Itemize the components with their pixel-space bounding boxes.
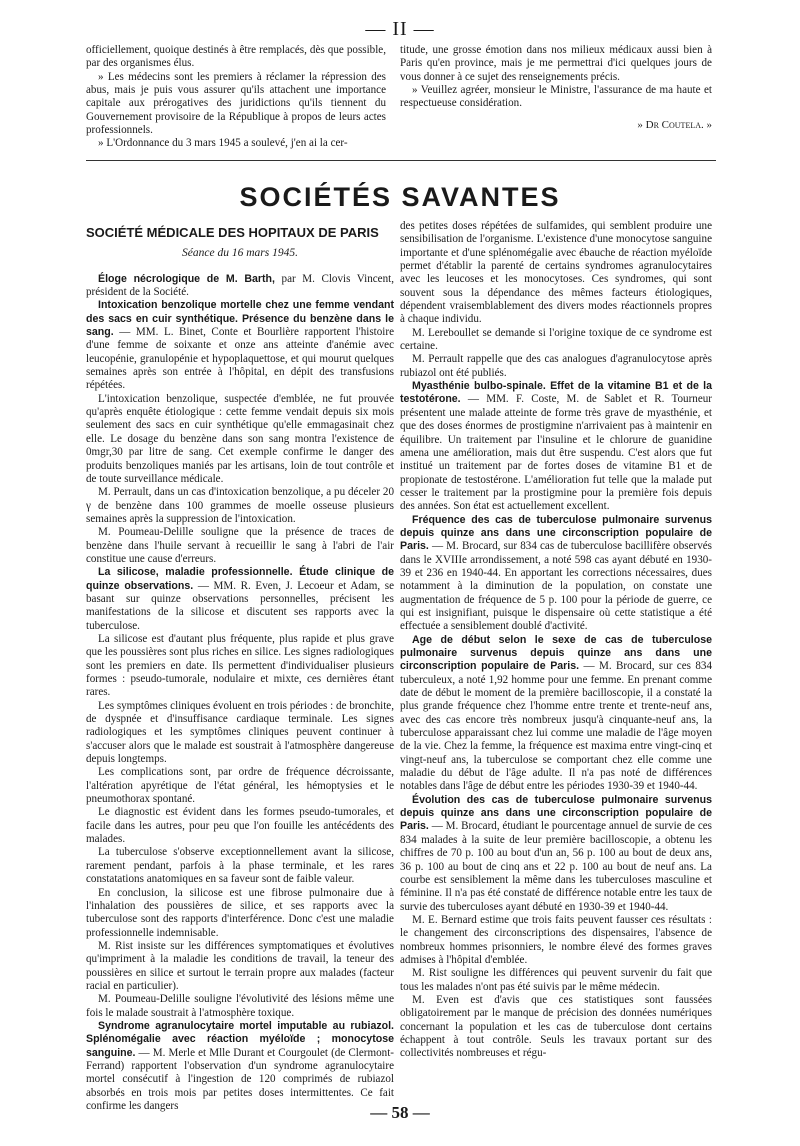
article-text: — MM. R. Even, J. Lecoeur et Adam, se basant sur quinze observations personnelles, précisent les manifestations de la silicose et discutent ses rapports avec la tuberculose.: [86, 579, 394, 632]
article-paragraph: [86, 700, 394, 767]
article-text: M. Poumeau-Delille souligne que la présence de traces de benzène dans l'huile servant à recueillir le sang à l'abri de l'air constitue une cause d'erreurs.: [86, 526, 394, 565]
left-column: [86, 226, 394, 1113]
paragraph: » Les médecins sont les premiers à réclamer la répression des abus, mais je puis vous assurer qu'ils attachent une importance capitale aux prérogatives des juridictions qu'ils tiennent du Gouvernement provisoire de la République à propos de leurs actes professionnels.: [86, 70, 386, 137]
article-text: des petites doses répétées de sulfamides, qui semblent produire une sensibilisation de l'organisme. L'existence d'une monocytose sanguine importante et d'une splénomégalie avec ébauche de réaction myéloïde permet d'établir la parenté de certains syndromes agranulocytaires avec les leucoses et les monocytoses. Ces syndromes, qui sont souvent sous la dépendance des mêmes facteurs étiologiques, dépendent vraisemblablement des divers modes réactionnels propres à chaque individu.: [400, 220, 712, 326]
article-text: La tuberculose s'observe exceptionnellement avant la silicose, rarement pendant, parfois à la phase terminale, et les rares constatations anatomiques en sa faveur sont de faible valeur.: [86, 846, 394, 886]
article-heading: Syndrome agranulocytaire mortel imputable au rubiazol. Splénomégalie avec réaction myéloïde ; monocytose sanguine.: [86, 1019, 394, 1059]
letter-right-column: [400, 44, 712, 132]
divider: [86, 160, 716, 161]
article-heading: Fréquence des cas de tuberculose pulmonaire survenus depuis quinze ans dans une circonscription populaire de Paris.: [400, 513, 712, 553]
article-paragraph: [86, 299, 394, 392]
article-paragraph: [86, 526, 394, 566]
session-date: Séance du 16 mars 1945.: [182, 247, 298, 260]
article-paragraph: [400, 994, 712, 1061]
paragraph: titude, une grosse émotion dans nos milieux médicaux aussi bien à Paris qu'en province, mais je me permettrai d'ici quelques jours de vous donner à ce sujet des renseignements précis.: [400, 44, 712, 83]
right-column: [400, 220, 712, 1061]
article-text: M. Poumeau-Delille souligne l'évolutivité des lésions même une fois le malade soustrait à l'atmosphère toxique.: [86, 993, 394, 1019]
article-paragraph: [400, 380, 712, 513]
article-text: Les symptômes cliniques évoluent en trois périodes : de bronchite, de dyspnée et d'insuffisance cardiaque terminale. Les signes radiologiques et les symptômes cliniques peuvent continuer à s'accuser alors que le malade est soustrait à l'atmosphère dangereuse depuis longtemps.: [86, 699, 394, 766]
article-text: — M. Brocard, sur ces 834 tuberculeux, a noté 1,92 homme pour une femme. En prenant comme date de début le moment de la première bacilloscopie, il a constaté la plus grande fréquence chez l'homme entre trente et trente-neuf ans, avec des cas encore très nombreux jusqu'à cinquante-neuf ans, la tuberculose apparaissant chez lui comme une maladie de l'âge moyen de la vie. Chez la femme, la fréquence est maxima entre vingt-cinq et vingt-neuf ans, la tuberculose se comportant chez elle comme une maladie du début de l'âge adulte. Il n'a pas noté de différences notables dans l'âge de début entre les périodes 1930-39 et 1940-44.: [400, 660, 712, 793]
paragraph: officiellement, quoique destinés à être remplacés, dès que possible, par des organismes élus.: [86, 44, 386, 70]
article-paragraph: [86, 806, 394, 846]
article-paragraph: [86, 1020, 394, 1113]
article-heading: Évolution des cas de tuberculose pulmonaire survenus depuis quinze ans dans une circonscription populaire de Paris.: [400, 793, 712, 833]
article-text: par M. Clovis Vincent, président de la Société.: [86, 272, 394, 299]
section-title: SOCIÉTÉS SAVANTES: [239, 182, 561, 212]
article-heading: La silicose, maladie professionnelle. Étude clinique de quinze observations.: [86, 566, 394, 592]
article-paragraph: [86, 566, 394, 633]
article-text: Le diagnostic est évident dans les formes pseudo-tumorales, et facile dans les autres, pour peu que l'on fouille les antécédents des malades.: [86, 806, 394, 846]
article-text: L'intoxication benzolique, suspectée d'emblée, ne fut prouvée qu'après enquête étiologique : cette femme vendait depuis six mois seulement des sacs en cuir synthétique qu'elle emmagasinait chez elle. Le dosage du benzène dans son sang montra l'existence de 0mgr,30 par litre de sang. Cet exemple confirme le danger des produits benzoliques maniés par les artisans, loin de tout contrôle et de toute surveillance médicale.: [86, 392, 394, 485]
article-paragraph: [86, 766, 394, 806]
article-paragraph: [400, 634, 712, 794]
paragraph: » L'Ordonnance du 3 mars 1945 a soulevé, j'en ai la cer-: [98, 137, 348, 150]
article-text: En conclusion, la silicose est une fibrose pulmonaire due à l'inhalation des poussières de silice, et ses rapports avec la tuberculose sont des rapports d'interférence. Donc c'est une maladie professionnelle indemnisable.: [86, 886, 394, 939]
article-text: — MM. F. Coste, M. de Sablet et R. Tourneur présentent une malade atteinte de forme très grave de myasthénie, et que des doses énormes de prostigmine n'arrivaient pas à maintenir en équilibre. Un traitement par l'insuline et le chlorure de guanidine amena une amélioration, mais dut être suspendu. C'est alors que fut institué un traitement par de fortes doses de vitamine B1 et de propionate de testostérone. L'amélioration fut telle que la malade put cesser le traitement par la prostigmine pour la première fois depuis des années. Son état est actuellement excellent.: [400, 393, 712, 513]
article-text: M. Rist insiste sur les différences symptomatiques et évolutives qu'impriment à la maladie les conditions de travail, la teneur des poussières en silice et surtout le terrain propre aux malades (facteur racial en particulier).: [86, 939, 394, 992]
article-heading: Age de début selon le sexe de cas de tuberculose pulmonaire survenus depuis quinze ans dans une circonscription populaire de Paris.: [400, 633, 712, 673]
article-text: — MM. L. Binet, Conte et Bourlière rapportent l'histoire d'une femme de soixante et onze ans atteinte d'anémie avec leucopénie, granulopénie et hypoplaquettose, et qui mourut quelques semaines après son entrée à l'hôpital, en dépit des transfusions répétées.: [86, 326, 394, 392]
paragraph: » Veuillez agréer, monsieur le Ministre, l'assurance de ma haute et respectueuse considération.: [400, 84, 712, 110]
article-paragraph: [86, 887, 394, 940]
article-text: Les complications sont, par ordre de fréquence décroissante, l'altération apyrétique de l'état général, les hémoptysies et le pneumothorax spontané.: [86, 766, 394, 806]
article-paragraph: [400, 514, 712, 634]
page-roman-number: — II —: [365, 18, 435, 40]
article-heading: Éloge nécrologique de M. Barth,: [98, 272, 275, 285]
letter-left-column: [86, 44, 386, 151]
article-paragraph: [400, 220, 712, 327]
article-paragraph: [86, 846, 394, 886]
article-heading: Intoxication benzolique mortelle chez une femme vendant des sacs en cuir synthétique. Présence du benzène dans le sang.: [86, 299, 394, 339]
article-text: M. Rist souligne les différences qui peuvent survenir du fait que tous les malades n'ont pas été suivis par le même médecin.: [400, 967, 712, 993]
article-text: M. Perrault rappelle que des cas analogues d'agranulocytose après rubiazol ont été publiés.: [400, 353, 712, 379]
article-text: M. Even est d'avis que ces statistiques sont faussées obligatoirement par le manque de précision des données numériques concernant la population et les cas de tuberculose dont certains échappent à tout contrôle. Seuls les travaux portant sur des collectivités nombreuses et régu-: [400, 993, 712, 1060]
article-paragraph: [400, 967, 712, 994]
article-paragraph: [86, 273, 394, 300]
article-paragraph: [400, 327, 712, 354]
article-paragraph: [86, 940, 394, 993]
article-text: M. E. Bernard estime que trois faits peuvent fausser ces résultats : le changement des circonscriptions des dispensaires, l'absence de nombreux hommes prisonniers, le nombre élevé des formes graves admises à l'hôpital d'emblée.: [400, 913, 712, 966]
article-text: — M. Brocard, sur 834 cas de tuberculose bacillifère observés dans le XVIIIe arrondissement, a noté 598 cas ayant débuté en 1930-39 et 236 en 1940-44. En apportant les corrections nécessaires, dues notamment à la diminution de la population, on constate une augmentation de fréquence de 5 p. 100 pour la période de guerre, ce qui est insignifiant, puisque le dispensaire où cette statistique a été effectuée a sensiblement doublé d'activité.: [400, 540, 712, 633]
article-paragraph: [400, 794, 712, 914]
article-paragraph: [400, 914, 712, 967]
article-text: M. Perrault, dans un cas d'intoxication benzolique, a pu déceler 20 γ de benzène dans 100 grammes de moelle osseuse plusieurs semaines après la suppression de l'intoxication.: [86, 486, 394, 525]
article-text: M. Lereboullet se demande si l'origine toxique de ce syndrome est certaine.: [400, 326, 712, 353]
article-paragraph: [86, 486, 394, 526]
article-text: La silicose est d'autant plus fréquente, plus rapide et plus grave que les poussières sont plus riches en silice. Les signes radiologiques sont les premiers en date. Ils permettent d'individualiser plusieurs formes : pseudo-tumorale, nodulaire et mixte, ces dernières étant rares.: [86, 632, 394, 699]
article-paragraph: [400, 353, 712, 380]
article-paragraph: [86, 393, 394, 486]
signature: » Dr Coutela. »: [637, 118, 712, 131]
article-paragraph: [86, 993, 394, 1020]
article-text: — M. Brocard, étudiant le pourcentage annuel de survie de ces 834 malades à la suite de leur première bacilloscopie, a obtenu les chiffres de 70 p. 100 au bout d'un an, 56 p. 100 au bout de deux ans, 36 p. 100 au bout de cinq ans et 22 p. 100 au bout de neuf ans. La courbe est sensiblement la même dans les tuberculoses masculine et féminine. Il n'a pas été constaté de différence notable entre les taux de survie des tuberculoses ayant débuté en 1930-39 et 1940-44.: [400, 820, 712, 913]
society-heading: SOCIÉTÉ MÉDICALE DES HOPITAUX DE PARIS: [86, 225, 379, 240]
page-number: — 58 —: [370, 1103, 430, 1122]
article-paragraph: [86, 633, 394, 700]
article-text: — M. Merle et Mlle Durant et Courgoulet (de Clermont-Ferrand) rapportent l'observation d'un syndrome agranulocytaire mortel consécutif à l'ingestion de 120 comprimés de rubiazol absorbés en trois mois par petites doses intermittentes. Ce fait confirme les dangers: [86, 1046, 394, 1112]
article-heading: Myasthénie bulbo-spinale. Effet de la vitamine B1 et de la testotérone.: [400, 380, 712, 406]
